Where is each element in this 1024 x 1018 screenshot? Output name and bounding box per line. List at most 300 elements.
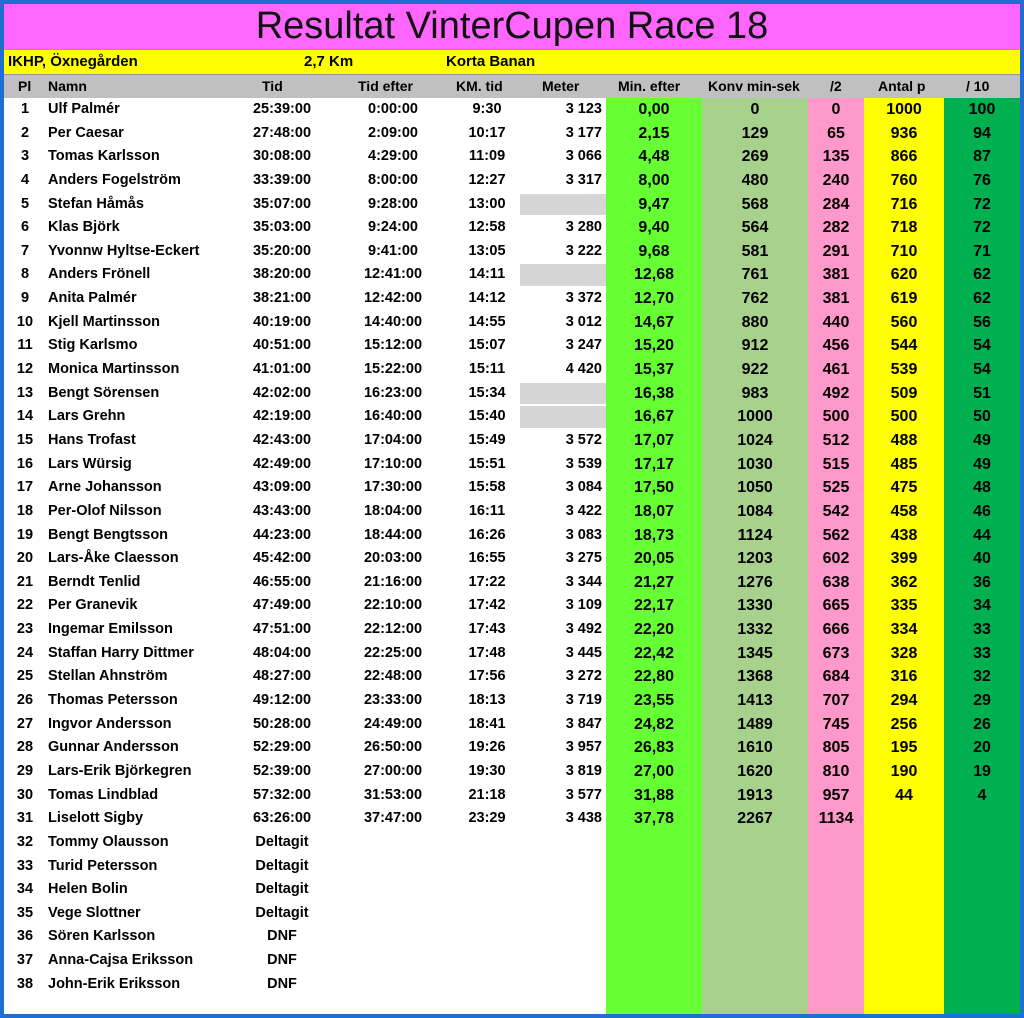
- cell-konv: [702, 973, 808, 997]
- cell-half: 810: [822, 762, 850, 780]
- cell-pl: 16: [16, 455, 34, 472]
- table-row: [4, 169, 1020, 193]
- cell-pl: 20: [16, 550, 34, 567]
- cell-half: 525: [822, 479, 850, 497]
- cell-konv: 1489: [737, 715, 773, 733]
- cell-tenth: 50: [973, 408, 991, 426]
- header-pl: Pl: [18, 78, 32, 94]
- cell-pl: 1: [20, 101, 30, 117]
- cell-antal: 620: [890, 266, 918, 284]
- cell-antal: 716: [890, 195, 918, 213]
- cell-tenth: 4: [977, 786, 987, 804]
- cell-tenth: 62: [973, 290, 991, 308]
- cell-antal: 500: [890, 408, 918, 426]
- cell-namn: Ingvor Andersson: [48, 715, 172, 732]
- cell-konv: 564: [741, 219, 769, 237]
- cell-half: 665: [822, 597, 850, 615]
- cell-km-tid: 15:58: [468, 479, 506, 496]
- table-row: [4, 263, 1020, 287]
- cell-tid-efter: 17:04:00: [363, 431, 423, 448]
- cell-min-efter: 16,38: [633, 384, 675, 402]
- cell-antal: 328: [890, 644, 918, 662]
- header-tenth: / 10: [966, 78, 990, 94]
- cell-konv: 568: [741, 195, 769, 213]
- cell-pl: 32: [16, 833, 34, 850]
- table-row: [4, 949, 1020, 973]
- cell-tid-efter: [350, 949, 436, 973]
- cell-min-efter: 16,67: [633, 408, 675, 426]
- cell-half: [808, 878, 864, 902]
- cell-antal: 718: [890, 219, 918, 237]
- cell-namn: Anna-Cajsa Eriksson: [48, 952, 194, 969]
- cell-half: 440: [822, 313, 850, 331]
- cell-min-efter: 15,20: [633, 337, 675, 355]
- cell-tenth: 56: [973, 313, 991, 331]
- cell-tid-efter: 27:00:00: [363, 762, 423, 779]
- cell-konv: 1276: [737, 573, 773, 591]
- table-row: [4, 429, 1020, 453]
- cell-tid-efter: 17:10:00: [363, 455, 423, 472]
- cell-meter: 3 438: [565, 810, 602, 827]
- cell-min-efter: 2,15: [638, 124, 670, 142]
- cell-tenth: [944, 973, 1020, 997]
- table-row: [4, 571, 1020, 595]
- table-row: [4, 311, 1020, 335]
- table-row: [4, 594, 1020, 618]
- cell-meter: [520, 193, 602, 217]
- table-row: [4, 784, 1020, 808]
- cell-km-tid: 15:40: [468, 408, 506, 425]
- cell-km-tid: 14:12: [468, 290, 506, 307]
- cell-tid: 49:12:00: [252, 692, 312, 709]
- cell-km-tid: 16:26: [468, 526, 506, 543]
- cell-namn: Per Granevik: [48, 597, 138, 614]
- cell-namn: Klas Björk: [48, 219, 120, 236]
- cell-namn: Anita Palmér: [48, 290, 137, 307]
- table-row: [4, 760, 1020, 784]
- cell-konv: 1413: [737, 692, 773, 710]
- cell-tid-efter: 18:44:00: [363, 526, 423, 543]
- cell-half: 515: [822, 455, 850, 473]
- cell-meter: 3 272: [565, 668, 602, 685]
- cell-tid-efter: 23:33:00: [363, 692, 423, 709]
- cell-meter: [520, 878, 602, 902]
- cell-tid-efter: [350, 902, 436, 926]
- cell-min-efter: 26,83: [633, 739, 675, 757]
- cell-namn: Tommy Olausson: [48, 833, 169, 850]
- cell-half: 240: [822, 171, 850, 189]
- cell-namn: Gunnar Andersson: [48, 739, 179, 756]
- table-row: [4, 382, 1020, 406]
- cell-pl: 34: [16, 881, 34, 898]
- table-row: [4, 453, 1020, 477]
- cell-tenth: 48: [973, 479, 991, 497]
- cell-half: 0: [831, 101, 841, 118]
- club-name: IKHP, Öxnegården: [8, 53, 138, 70]
- cell-min-efter: 9,47: [638, 195, 670, 213]
- cell-pl: 27: [16, 715, 34, 732]
- cell-tid-efter: 16:40:00: [363, 408, 423, 425]
- header-min-efter: Min. efter: [618, 78, 681, 94]
- cell-km-tid: 15:51: [468, 455, 506, 472]
- cell-tid-efter: [350, 973, 436, 997]
- cell-konv: 1332: [737, 621, 773, 639]
- cell-namn: Berndt Tenlid: [48, 573, 141, 590]
- cell-tid: 48:27:00: [252, 668, 312, 685]
- cell-tid-efter: [350, 855, 436, 879]
- cell-tenth: [944, 949, 1020, 973]
- cell-km-tid: 9:30: [472, 101, 502, 117]
- cell-tenth: 87: [973, 148, 991, 166]
- cell-meter: 3 422: [565, 502, 602, 519]
- cell-meter: [520, 949, 602, 973]
- cell-half: [808, 949, 864, 973]
- cell-tid-efter: 22:10:00: [363, 597, 423, 614]
- cell-km-tid: 13:05: [468, 242, 506, 259]
- cell-pl: 11: [17, 337, 33, 354]
- cell-meter: [520, 263, 602, 287]
- cell-half: 135: [822, 148, 850, 166]
- cell-tenth: 33: [973, 644, 991, 662]
- cell-antal: 195: [890, 739, 918, 757]
- cell-pl: 38: [16, 975, 34, 992]
- cell-km-tid: 19:30: [468, 762, 506, 779]
- table-row: [4, 122, 1020, 146]
- cell-konv: 762: [741, 290, 769, 308]
- cell-tenth: [944, 855, 1020, 879]
- cell-min-efter: 27,00: [633, 762, 675, 780]
- cell-tenth: [944, 878, 1020, 902]
- cell-tid-efter: 15:12:00: [363, 337, 423, 354]
- cell-min-efter: [606, 831, 702, 855]
- cell-pl: 7: [20, 242, 30, 259]
- cell-namn: Monica Martinsson: [48, 361, 180, 378]
- header-antal: Antal p: [878, 78, 926, 94]
- header-meter: Meter: [542, 78, 580, 94]
- cell-tid-efter: 21:16:00: [363, 573, 423, 590]
- cell-tid: 47:51:00: [252, 621, 312, 638]
- cell-half: 291: [822, 242, 850, 260]
- cell-konv: 480: [741, 171, 769, 189]
- table-row: [4, 831, 1020, 855]
- cell-tid: 30:08:00: [252, 148, 312, 165]
- cell-min-efter: 18,07: [633, 502, 675, 520]
- cell-km-tid: 14:11: [468, 266, 506, 283]
- cell-meter: 3 177: [565, 124, 602, 141]
- cell-pl: 4: [20, 171, 30, 188]
- cell-pl: 18: [16, 502, 34, 519]
- cell-meter: 3 719: [565, 692, 602, 709]
- cell-tid-efter: 15:22:00: [363, 361, 423, 378]
- table-row: [4, 145, 1020, 169]
- cell-min-efter: [606, 855, 702, 879]
- header-km-tid: KM. tid: [456, 78, 503, 94]
- results-table-body: [4, 98, 1020, 996]
- cell-km-tid: 18:41: [468, 715, 506, 732]
- cell-konv: 2267: [737, 810, 773, 828]
- cell-half: [808, 925, 864, 949]
- cell-half: [808, 855, 864, 879]
- cell-min-efter: 18,73: [633, 526, 675, 544]
- cell-namn: Anders Fogelström: [48, 171, 181, 188]
- cell-pl: 10: [16, 313, 34, 330]
- cell-tenth: 20: [973, 739, 991, 757]
- cell-tid-efter: [350, 831, 436, 855]
- cell-tid-efter: 9:28:00: [368, 195, 418, 212]
- cell-pl: 21: [16, 573, 34, 590]
- cell-konv: [702, 949, 808, 973]
- cell-half: 707: [822, 692, 850, 710]
- cell-min-efter: 37,78: [633, 810, 675, 828]
- cell-tenth: [944, 831, 1020, 855]
- cell-min-efter: 17,07: [633, 431, 675, 449]
- cell-tid-efter: 14:40:00: [363, 313, 423, 330]
- page-title: Resultat VinterCupen Race 18: [4, 4, 1020, 50]
- cell-pl: 26: [16, 692, 34, 709]
- cell-tid-efter: 18:04:00: [363, 502, 423, 519]
- cell-konv: 1000: [737, 408, 773, 426]
- cell-antal: [864, 949, 944, 973]
- cell-tid: 42:19:00: [252, 408, 312, 425]
- cell-meter: 3 372: [565, 290, 602, 307]
- cell-konv: 129: [741, 124, 769, 142]
- cell-konv: [702, 855, 808, 879]
- cell-tenth: 40: [973, 550, 991, 568]
- cell-konv: 581: [741, 242, 769, 260]
- cell-pl: 3: [20, 148, 30, 165]
- cell-meter: 3 819: [565, 762, 602, 779]
- cell-tenth: 32: [973, 668, 991, 686]
- cell-antal: [864, 902, 944, 926]
- cell-antal: 936: [890, 124, 918, 142]
- cell-tid-efter: 17:30:00: [363, 479, 423, 496]
- cell-pl: 17: [16, 479, 34, 496]
- cell-km-tid: 15:11: [468, 361, 506, 378]
- cell-km-tid: 14:55: [468, 313, 506, 330]
- cell-tenth: [944, 807, 1020, 831]
- cell-min-efter: 17,17: [633, 455, 675, 473]
- cell-tenth: 54: [973, 361, 991, 379]
- cell-konv: 1345: [737, 644, 773, 662]
- cell-half: 673: [822, 644, 850, 662]
- cell-km-tid: 17:56: [468, 668, 506, 685]
- cell-km-tid: 10:17: [468, 124, 506, 141]
- cell-km-tid: 13:00: [468, 195, 506, 212]
- cell-km-tid: 17:48: [468, 644, 506, 661]
- cell-tid: 44:23:00: [252, 526, 312, 543]
- cell-meter: 3 577: [565, 786, 602, 803]
- cell-tenth: 26: [973, 715, 991, 733]
- cell-antal: 710: [890, 242, 918, 260]
- cell-tid-efter: 31:53:00: [363, 786, 423, 803]
- cell-tid: DNF: [267, 952, 297, 969]
- cell-km-tid: 15:49: [468, 431, 506, 448]
- cell-meter: 3 222: [565, 242, 602, 259]
- cell-tid: 38:21:00: [252, 290, 312, 307]
- cell-tid: 38:20:00: [252, 266, 312, 283]
- cell-half: 602: [822, 550, 850, 568]
- cell-meter: [520, 855, 602, 879]
- cell-tid: Deltagit: [255, 833, 309, 850]
- cell-namn: Liselott Sigby: [48, 810, 144, 827]
- cell-tid: 27:48:00: [252, 124, 312, 141]
- cell-tid: 52:29:00: [252, 739, 312, 756]
- cell-tid: 35:03:00: [252, 219, 312, 236]
- cell-min-efter: 23,55: [633, 692, 675, 710]
- cell-pl: 5: [20, 195, 30, 212]
- cell-namn: Anders Frönell: [48, 266, 151, 283]
- cell-tid-efter: 9:41:00: [368, 242, 418, 259]
- cell-antal: 334: [890, 621, 918, 639]
- cell-meter: [520, 405, 602, 429]
- cell-tid-efter: 0:00:00: [368, 101, 418, 117]
- cell-min-efter: 4,48: [638, 148, 670, 166]
- cell-antal: 488: [890, 431, 918, 449]
- cell-tid: 48:04:00: [252, 644, 312, 661]
- table-row: [4, 524, 1020, 548]
- cell-km-tid: 23:29: [468, 810, 506, 827]
- cell-tid-efter: 22:48:00: [363, 668, 423, 685]
- cell-namn: Lars Würsig: [48, 455, 132, 472]
- cell-half: 381: [822, 290, 850, 308]
- cell-konv: 922: [741, 361, 769, 379]
- cell-km-tid: 17:22: [468, 573, 506, 590]
- cell-meter: 3 317: [565, 171, 602, 188]
- cell-antal: [864, 878, 944, 902]
- cell-half: [808, 902, 864, 926]
- cell-min-efter: 9,68: [638, 242, 670, 260]
- cell-namn: Thomas Petersson: [48, 692, 178, 709]
- cell-namn: Bengt Bengtsson: [48, 526, 169, 543]
- cell-antal: 44: [895, 786, 913, 804]
- cell-tenth: 72: [973, 195, 991, 213]
- cell-half: 684: [822, 668, 850, 686]
- cell-antal: 760: [890, 171, 918, 189]
- cell-antal: 256: [890, 715, 918, 733]
- cell-namn: Tomas Karlsson: [48, 148, 160, 165]
- cell-namn: Lars-Åke Claesson: [48, 550, 179, 567]
- cell-meter: 3 123: [565, 101, 602, 117]
- cell-pl: 24: [16, 644, 34, 661]
- header-half: /2: [830, 78, 842, 94]
- cell-km-tid: 21:18: [468, 786, 506, 803]
- cell-meter: 3 847: [565, 715, 602, 732]
- table-row: [4, 807, 1020, 831]
- cell-meter: 3 109: [565, 597, 602, 614]
- course-name: Korta Banan: [446, 53, 536, 70]
- table-row: [4, 547, 1020, 571]
- cell-meter: 3 084: [565, 479, 602, 496]
- cell-tenth: 46: [973, 502, 991, 520]
- cell-tid: 63:26:00: [252, 810, 312, 827]
- cell-konv: 1124: [737, 526, 773, 544]
- header-namn: Namn: [48, 78, 87, 94]
- cell-tid: Deltagit: [255, 904, 309, 921]
- cell-pl: 9: [20, 290, 30, 307]
- cell-tid-efter: 2:09:00: [368, 124, 418, 141]
- cell-tid: 40:19:00: [252, 313, 312, 330]
- cell-antal: 560: [890, 313, 918, 331]
- cell-tid: 25:39:00: [252, 101, 312, 117]
- cell-half: [808, 973, 864, 997]
- cell-pl: 8: [20, 266, 30, 283]
- cell-tenth: [944, 925, 1020, 949]
- cell-tenth: 49: [973, 455, 991, 473]
- table-header: [4, 75, 1020, 98]
- cell-tid: 35:07:00: [252, 195, 312, 212]
- table-row: [4, 476, 1020, 500]
- table-row: [4, 855, 1020, 879]
- cell-konv: 912: [741, 337, 769, 355]
- cell-tid: 52:39:00: [252, 762, 312, 779]
- cell-namn: Staffan Harry Dittmer: [48, 644, 194, 661]
- cell-km-tid: [450, 902, 524, 926]
- race-distance: 2,7 Km: [304, 53, 354, 70]
- cell-namn: Per-Olof Nilsson: [48, 502, 162, 519]
- cell-tenth: 76: [973, 171, 991, 189]
- cell-tenth: 49: [973, 431, 991, 449]
- table-row: [4, 618, 1020, 642]
- cell-konv: 1368: [737, 668, 773, 686]
- cell-meter: 3 957: [565, 739, 602, 756]
- cell-tid: 35:20:00: [252, 242, 312, 259]
- cell-half: 957: [822, 786, 850, 804]
- cell-antal: 458: [890, 502, 918, 520]
- cell-meter: 3 247: [565, 337, 602, 354]
- cell-namn: Ulf Palmér: [48, 101, 120, 117]
- cell-half: [808, 831, 864, 855]
- cell-tid: 43:09:00: [252, 479, 312, 496]
- header-tid-efter: Tid efter: [358, 78, 413, 94]
- cell-km-tid: 12:58: [468, 219, 506, 236]
- cell-min-efter: 8,00: [638, 171, 670, 189]
- cell-tenth: 100: [968, 101, 996, 118]
- cell-antal: 509: [890, 384, 918, 402]
- cell-half: 492: [822, 384, 850, 402]
- cell-namn: Hans Trofast: [48, 431, 136, 448]
- cell-min-efter: [606, 973, 702, 997]
- cell-km-tid: [450, 949, 524, 973]
- cell-tenth: 54: [973, 337, 991, 355]
- cell-meter: 3 280: [565, 219, 602, 236]
- cell-half: 542: [822, 502, 850, 520]
- cell-min-efter: 12,70: [633, 290, 675, 308]
- cell-min-efter: 22,42: [633, 644, 675, 662]
- cell-tenth: 44: [973, 526, 991, 544]
- cell-half: 461: [822, 361, 850, 379]
- cell-namn: Stig Karlsmo: [48, 337, 138, 354]
- cell-tid-efter: 26:50:00: [363, 739, 423, 756]
- cell-tid: 42:02:00: [252, 384, 312, 401]
- cell-tenth: [944, 902, 1020, 926]
- cell-tenth: 34: [973, 597, 991, 615]
- cell-pl: 2: [20, 124, 30, 141]
- cell-konv: 761: [741, 266, 769, 284]
- cell-pl: 14: [16, 408, 34, 425]
- cell-tid: DNF: [267, 975, 297, 992]
- cell-tid-efter: 9:24:00: [368, 219, 418, 236]
- cell-pl: 30: [16, 786, 34, 803]
- cell-tid-efter: 8:00:00: [368, 171, 418, 188]
- cell-antal: [864, 807, 944, 831]
- cell-tid-efter: 16:23:00: [363, 384, 423, 401]
- race-info-bar: [4, 50, 1020, 75]
- cell-pl: 22: [16, 597, 34, 614]
- cell-namn: Ingemar Emilsson: [48, 621, 173, 638]
- cell-pl: 15: [16, 431, 34, 448]
- cell-antal: 316: [890, 668, 918, 686]
- cell-half: 805: [822, 739, 850, 757]
